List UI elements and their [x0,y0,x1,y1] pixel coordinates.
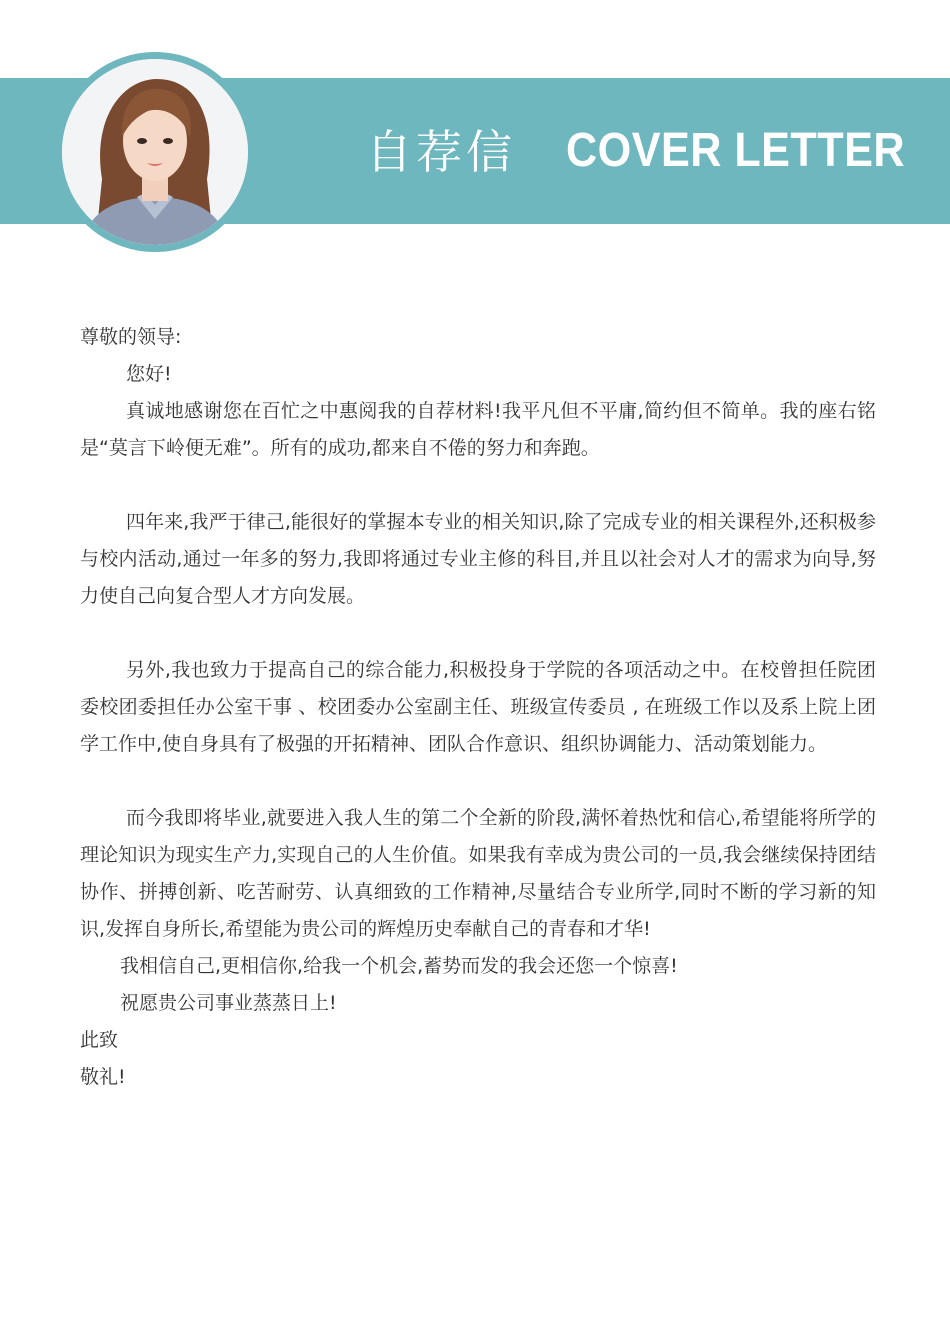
paragraph-4: 而今我即将毕业,就要进入我人生的第二个全新的阶段,满怀着热忱和信心,希望能将所学的理论知识为现实生产力,实现自己的人生价值。如果我有幸成为贵公司的一员,我会继续保持团结协作、拼搏创新、吃苦耐劳、认真细致的工作精神,尽量结合专业所学,同时不断的学习新的知识,发挥自身所长,希望能为贵公司的辉煌历史奉献自己的青春和才华! [80,807,876,940]
paragraph-1: 真诚地感谢您在百忙之中惠阅我的自荐材料!我平凡但不平庸,简约但不简单。我的座右铭是“莫言下岭便无难”。所有的成功,都来自不倦的努力和奔跑。 [80,400,876,459]
closing-line-2: 敬礼! [80,1066,126,1088]
greeting: 您好! [126,363,172,385]
wish-line: 祝愿贵公司事业蒸蒸日上! [120,992,337,1014]
paragraph-3: 另外,我也致力于提高自己的综合能力,积极投身于学院的各项活动之中。在校曾担任院团委校团委担任办公室干事 、校团委办公室副主任、班级宣传委员 , 在班级工作以及系上院上团学工作中,使自身具有了极强的开拓精神、团队合作意识、组织协调能力、活动策划能力。 [80,659,876,755]
portrait-photo-icon [62,59,248,245]
belief-line: 我相信自己,更相信你,给我一个机会,蓄势而发的我会还您一个惊喜! [120,955,678,977]
letter-body [80,319,876,1096]
closing-line-1: 此致 [80,1029,119,1051]
title-english: COVER LETTER [566,124,906,177]
avatar [62,59,248,245]
salutation: 尊敬的领导: [80,326,182,348]
title-chinese: 自荐信 [366,125,516,179]
paragraph-2: 四年来,我严于律己,能很好的掌握本专业的相关知识,除了完成专业的相关课程外,还积极参与校内活动,通过一年多的努力,我即将通过专业主修的科目,并且以社会对人才的需求为向导,努力使自己向复合型人才方向发展。 [80,511,876,607]
